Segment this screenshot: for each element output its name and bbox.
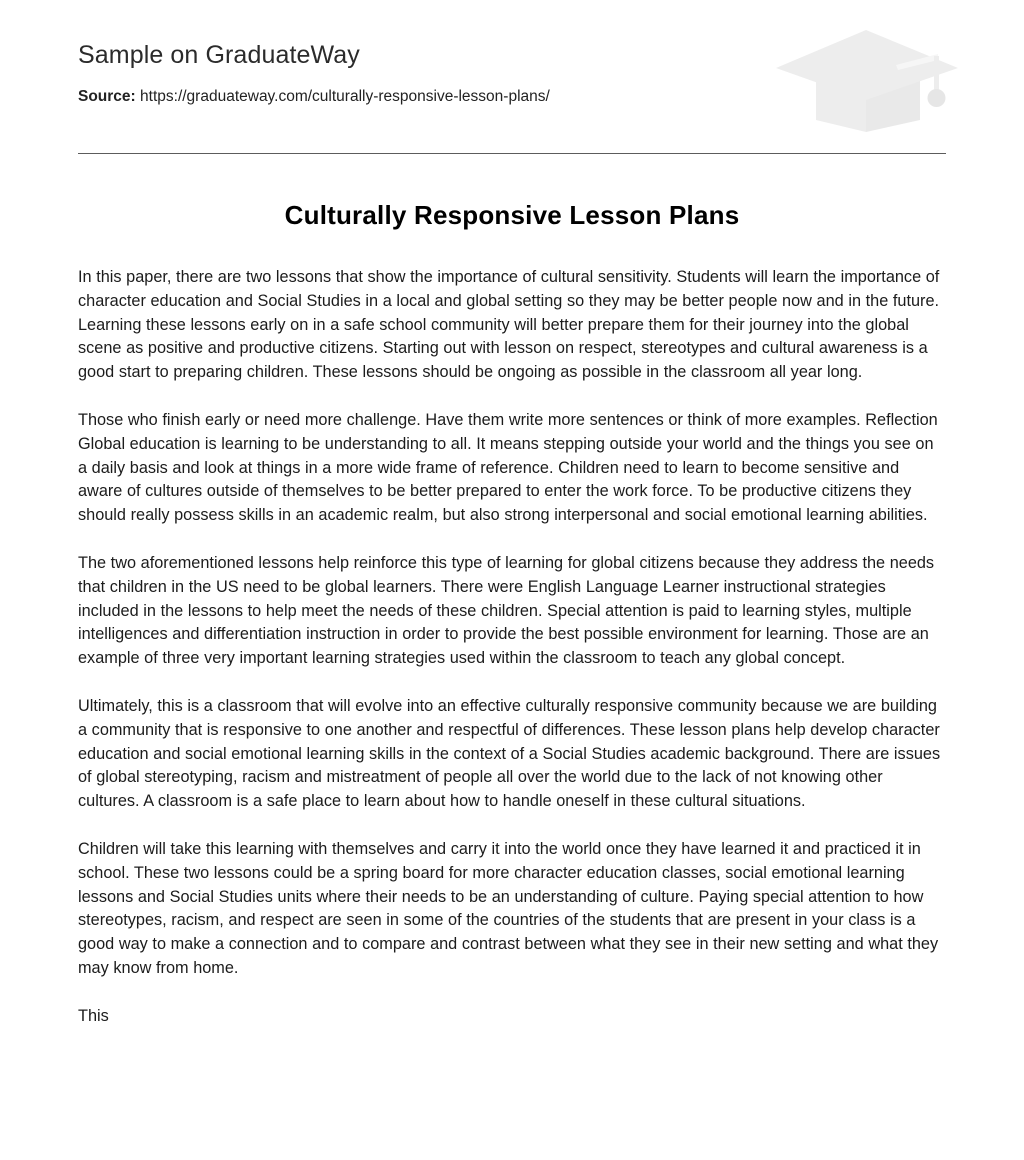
source-url[interactable]: https://graduateway.com/culturally-responsive-lesson-plans/	[140, 88, 550, 106]
paragraph: The two aforementioned lessons help reinforce this type of learning for global citizens because they address the needs that children in the US need to be global learners. There were English Language Learner instructional strategies included in the lessons to help meet the needs of these children. Special attention is paid to learning styles, multiple intelligences and differentiation instruction in order to provide the best possible environment for learning. Those are an example of three very important learning strategies used within the classroom to teach any global concept.	[78, 553, 935, 668]
brand-title: Sample on GraduateWay	[78, 41, 360, 69]
paragraph: This	[78, 1006, 109, 1025]
source-line	[78, 87, 946, 107]
source-label: Source:	[78, 88, 136, 106]
paragraph: In this paper, there are two lessons that show the importance of cultural sensitivity. Students will learn the importance of character education and Social Studies in a local and global setting so they may be better people now and in the future. Learning these lessons early on in a safe school community will better prepare them for their journey into the global scene as positive and productive citizens. Starting out with lesson on respect, stereotypes and cultural awareness is a good start to preparing children. These lessons should be ongoing as possible in the classroom all year long.	[78, 268, 940, 382]
page-title: Culturally Responsive Lesson Plans	[284, 200, 740, 230]
paragraph: Those who finish early or need more challenge. Have them write more sentences or think of more examples. Reflection Global education is learning to be understanding to all. It means stepping outside your world and the things you see on a daily basis and look at things in a more wide frame of reference. Children need to learn to become sensitive and aware of cultures outside of themselves to be better prepared to enter the work force. To be productive citizens they should really possess skills in an academic realm, but also strong interpersonal and social emotional learning abilities.	[78, 410, 938, 525]
header-divider	[78, 153, 946, 154]
document-header	[0, 0, 1024, 113]
paragraph: Children will take this learning with themselves and carry it into the world once they have learned it and practiced it in school. These two lessons could be a spring board for more character education classes, social emotional learning lessons and Social Studies units where their needs to be an understanding of culture. Paying special attention to how stereotypes, racism, and respect are seen in some of the countries of the students that are present in your class is a good way to make a connection and to compare and contrast between what they see in their new setting and what they may know from home.	[78, 839, 939, 977]
document-body	[78, 266, 946, 1029]
paragraph: Ultimately, this is a classroom that will evolve into an effective culturally responsive community because we are building a community that is responsive to one another and respectful of differences. These lesson plans help develop character education and social emotional learning skills in the context of a Social Studies academic background. There are issues of global stereotyping, racism and mistreatment of people all over the world due to the lack of not knowing other cultures. A classroom is a safe place to learn about how to handle oneself in these cultural situations.	[78, 696, 941, 811]
